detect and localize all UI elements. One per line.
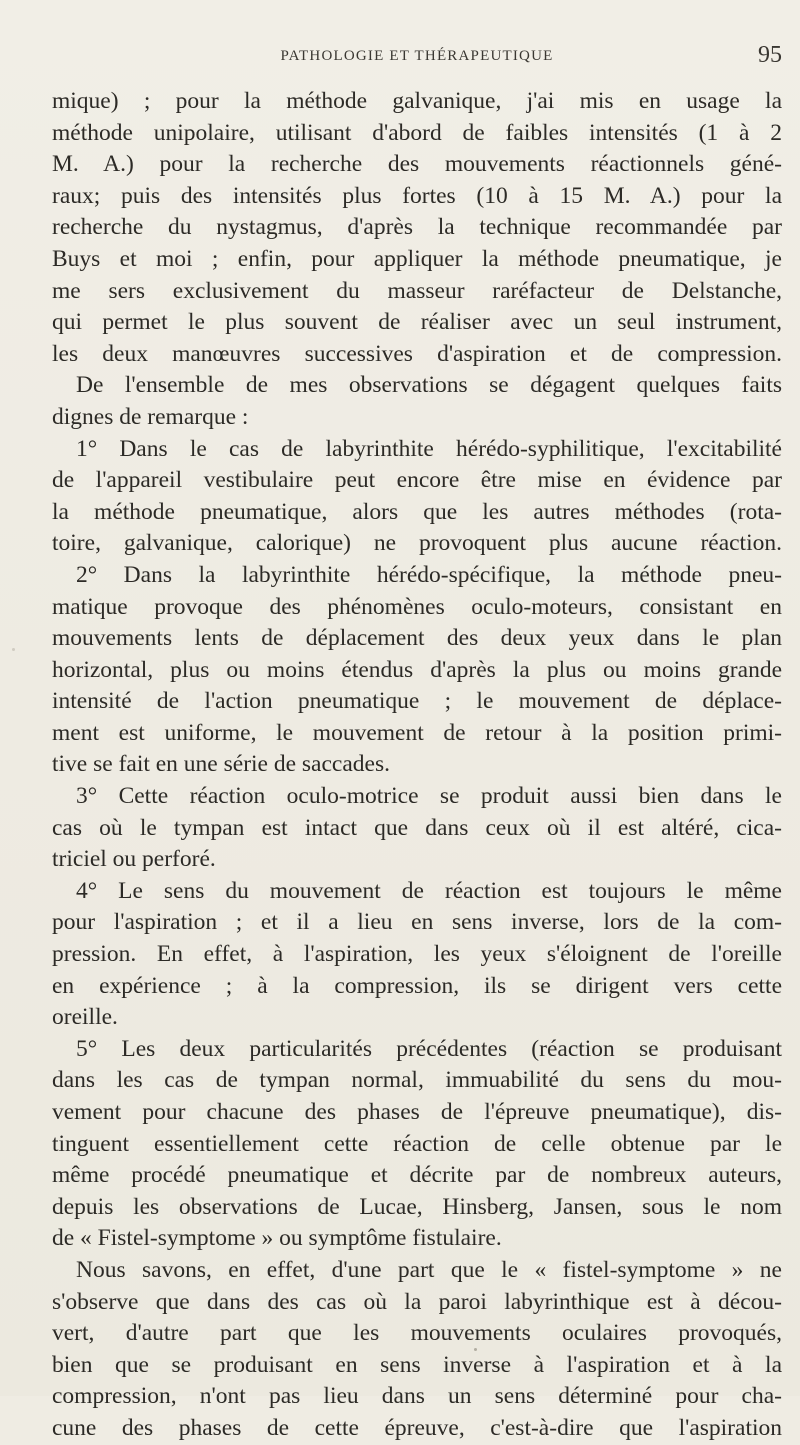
text-line: de l'appareil vestibulaire peut encore être mise en évidence par	[52, 467, 782, 494]
text-line: recherche du nystagmus, d'après la technique recommandée par	[52, 214, 782, 241]
page-number: 95	[758, 42, 782, 68]
text-line: mouvements lents de déplacement des deux yeux dans le plan	[52, 625, 782, 652]
text-line: vement pour chacune des phases de l'épreuve pneumatique), dis-	[52, 1099, 782, 1125]
paper-speck	[12, 648, 15, 651]
paper-speck	[474, 1348, 477, 1351]
paragraph-start-line: 2° Dans la labyrinthite hérédo-spécifique, la méthode pneu-	[76, 561, 782, 588]
text-line: compression, n'ont pas lieu dans un sens déterminé pour cha-	[52, 1383, 782, 1410]
text-line: vert, d'autre part que les mouvements oculaires provoqués,	[52, 1320, 782, 1347]
running-title: PATHOLOGIE ET THÉRAPEUTIQUE	[280, 48, 554, 64]
paragraph-start-line: 4° Le sens du mouvement de réaction est toujours le même	[76, 877, 782, 904]
text-line: en expérience ; à la compression, ils se dirigent vers cette	[52, 972, 782, 999]
paragraph-end-line: tive se fait en une série de saccades.	[52, 751, 390, 778]
paragraph-end-line: triciel ou perforé.	[52, 846, 216, 873]
text-line: pour l'aspiration ; et il a lieu en sens inverse, lors de la com-	[52, 909, 782, 936]
text-line: la méthode pneumatique, alors que les autres méthodes (rota-	[52, 498, 782, 525]
body-text	[52, 86, 782, 1445]
text-line: s'observe que dans des cas où la paroi labyrinthique est à décou-	[52, 1288, 782, 1315]
text-line: cune des phases de cette épreuve, c'est-à-dire que l'aspiration	[52, 1414, 782, 1441]
paragraph-start-line: 1° Dans le cas de labyrinthite hérédo-syphilitique, l'excitabilité	[76, 435, 782, 462]
paragraph-end-line: dignes de remarque :	[52, 403, 249, 430]
text-line: pression. En effet, à l'aspiration, les yeux s'éloignent de l'oreille	[52, 941, 782, 968]
text-line: même procédé pneumatique et décrite par de nombreux auteurs,	[52, 1162, 782, 1189]
text-line: depuis les observations de Lucae, Hinsberg, Jansen, sous le nom	[52, 1193, 782, 1220]
text-line: méthode unipolaire, utilisant d'abord de faibles intensités (1 à 2	[52, 119, 782, 146]
text-line: toire, galvanique, calorique) ne provoquent plus aucune réaction.	[52, 530, 782, 557]
text-line: cas où le tympan est intact que dans ceux où il est altéré, cica-	[52, 814, 782, 841]
text-line: ment est uniforme, le mouvement de retour à la position primi-	[52, 719, 782, 746]
text-line: bien que se produisant en sens inverse à l'aspiration et à la	[52, 1351, 782, 1378]
paragraph-start-line: Nous savons, en effet, d'une part que le « fistel-symptome » ne	[76, 1256, 782, 1283]
paragraph-start-line: 3° Cette réaction oculo-motrice se produit aussi bien dans le	[76, 783, 782, 810]
text-line: M. A.) pour la recherche des mouvements réactionnels géné-	[52, 151, 782, 178]
text-line: tinguent essentiellement cette réaction de celle obtenue par le	[52, 1130, 782, 1157]
paragraph-end-line: de « Fistel-symptome » ou symptôme fistulaire.	[52, 1225, 502, 1252]
text-line: intensité de l'action pneumatique ; le mouvement de déplace-	[52, 688, 782, 715]
text-line: dans les cas de tympan normal, immuabilité du sens du mou-	[52, 1067, 782, 1094]
text-line: raux; puis des intensités plus fortes (10 à 15 M. A.) pour la	[52, 182, 782, 209]
text-line: horizontal, plus ou moins étendus d'après la plus ou moins grande	[52, 656, 782, 683]
paragraph-end-line: oreille.	[52, 1004, 118, 1031]
text-line: les deux manœuvres successives d'aspiration et de compression.	[52, 340, 782, 367]
paragraph-start-line: 5° Les deux particularités précédentes (réaction se produisant	[76, 1035, 782, 1062]
text-line: mique) ; pour la méthode galvanique, j'ai mis en usage la	[52, 88, 782, 114]
running-header	[52, 42, 782, 78]
text-line: qui permet le plus souvent de réaliser avec un seul instrument,	[52, 309, 782, 336]
text-line: me sers exclusivement du masseur raréfacteur de Delstanche,	[52, 277, 782, 304]
paragraph-start-line: De l'ensemble de mes observations se dégagent quelques faits	[76, 372, 782, 399]
text-line: Buys et moi ; enfin, pour appliquer la méthode pneumatique, je	[52, 245, 782, 272]
text-line: matique provoque des phénomènes oculo-moteurs, consistant en	[52, 593, 782, 620]
